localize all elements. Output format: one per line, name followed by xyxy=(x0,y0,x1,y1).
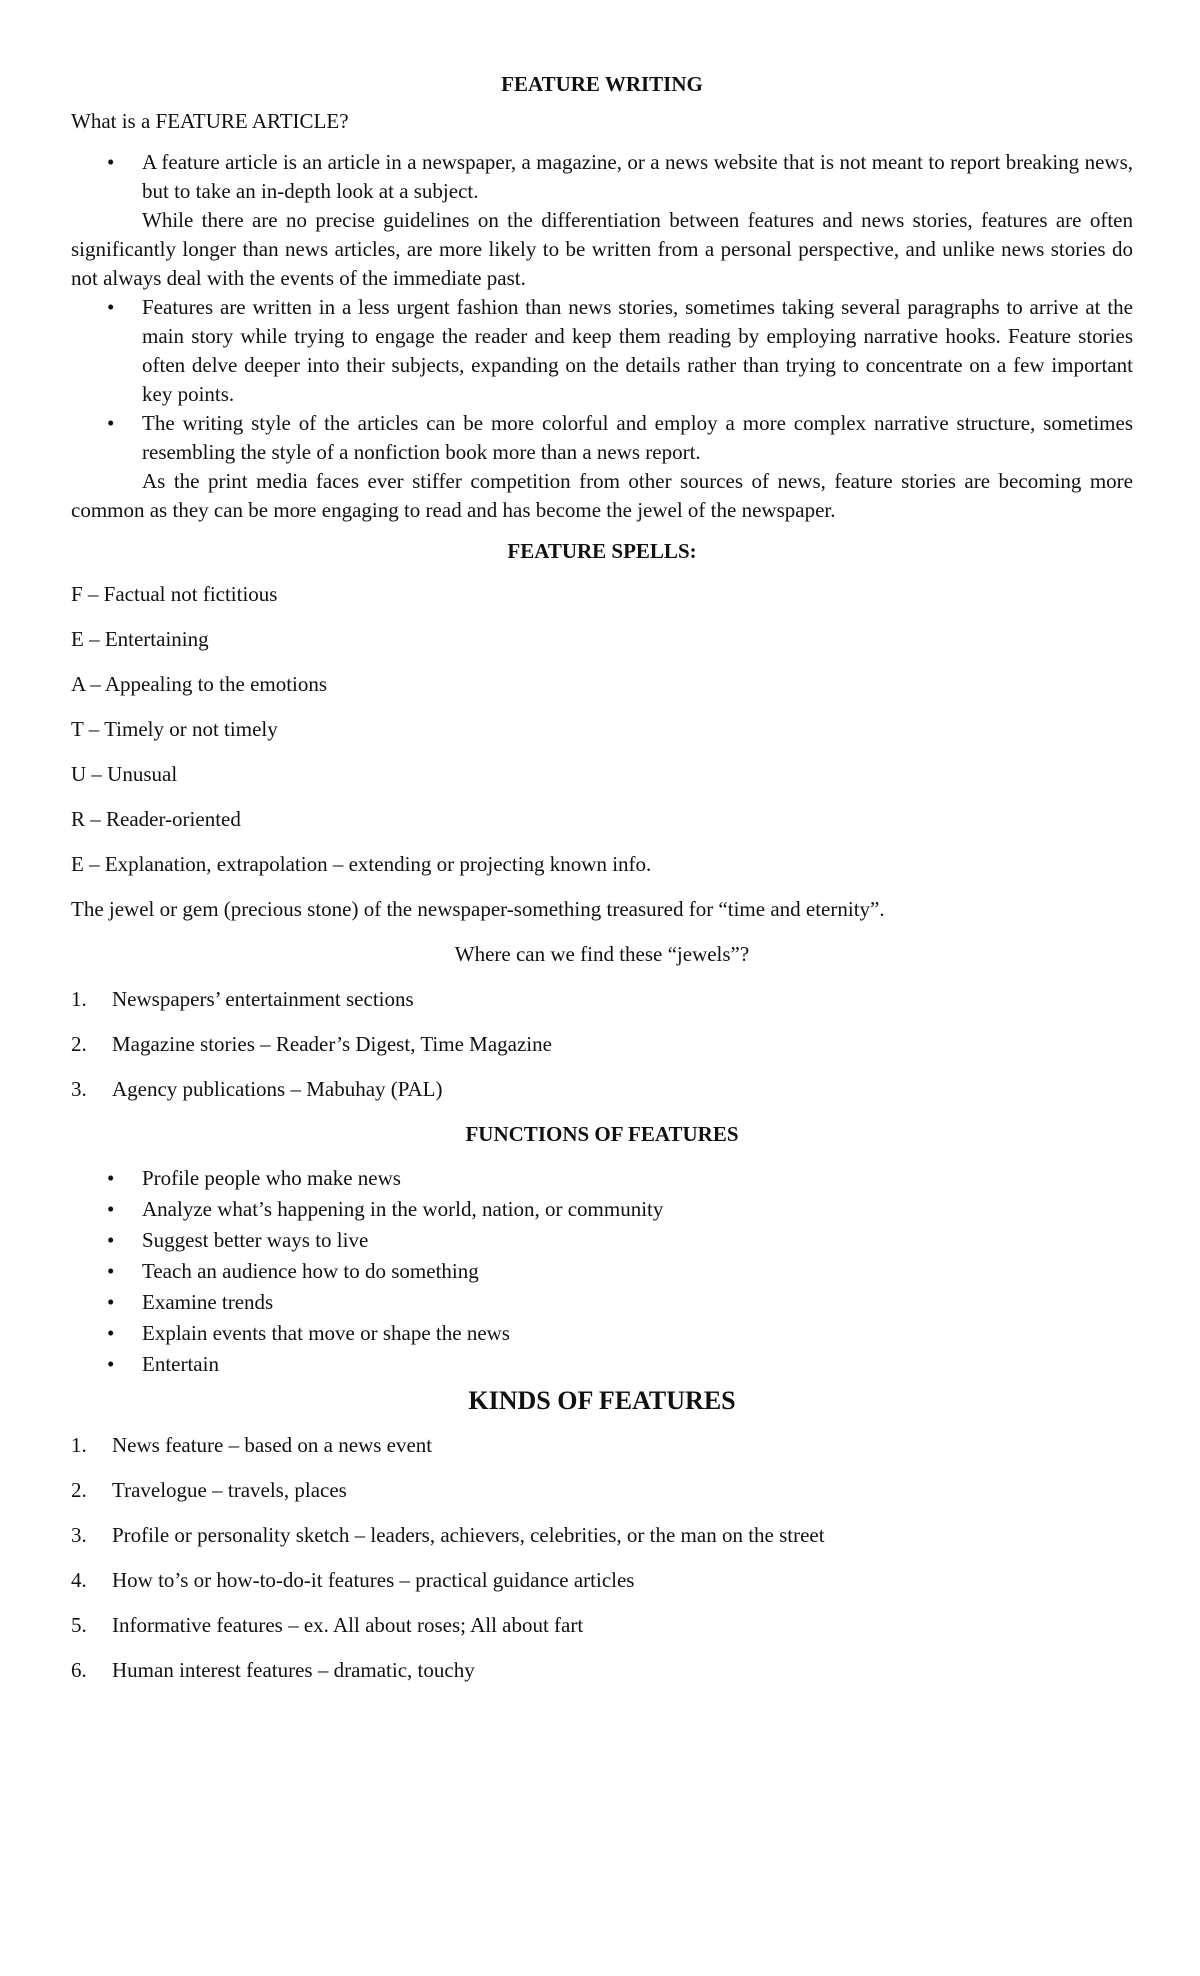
function-item: • Examine trends xyxy=(71,1287,1133,1318)
spell-item: F – Factual not fictitious xyxy=(71,582,278,606)
list-item xyxy=(71,1075,1133,1104)
kinds-list xyxy=(71,1431,1133,1685)
intro-bullet-list xyxy=(71,148,1133,206)
function-item: • Teach an audience how to do something xyxy=(71,1256,1133,1287)
function-item: • Profile people who make news xyxy=(71,1163,1133,1194)
spell-item: E – Entertaining xyxy=(71,627,209,651)
function-item: • Entertain xyxy=(71,1349,1133,1380)
intro-question: What is a FEATURE ARTICLE? xyxy=(71,109,349,133)
spell-item: T – Timely or not timely xyxy=(71,717,278,741)
list-text: Newspapers’ entertainment sections xyxy=(112,987,414,1011)
spells-heading: FEATURE SPELLS: xyxy=(507,539,697,563)
list-text: How to’s or how-to-do-it features – practical guidance articles xyxy=(112,1568,635,1592)
paragraph-differentiation: While there are no precise guidelines on the differentiation between features and news stories, features are often significantly longer than news articles, are more likely to be written from a personal perspective, and unlike news stories do not always deal with the events of the immediate past. xyxy=(71,208,1133,290)
where-line: Where can we find these “jewels”? xyxy=(454,942,750,966)
list-text: Agency publications – Mabuhay (PAL) xyxy=(112,1077,443,1101)
list-number: 2. xyxy=(71,1478,87,1502)
spell-item: R – Reader-oriented xyxy=(71,807,241,831)
feature-style-bullet-list xyxy=(71,293,1133,467)
list-item xyxy=(71,985,1133,1014)
list-item xyxy=(71,1521,1133,1550)
list-item xyxy=(71,1476,1133,1505)
list-number: 1. xyxy=(71,987,87,1011)
spell-item: A – Appealing to the emotions xyxy=(71,672,328,696)
document-title: FEATURE WRITING xyxy=(501,72,703,96)
functions-heading: FUNCTIONS OF FEATURES xyxy=(465,1122,739,1146)
list-text: Travelogue – travels, places xyxy=(112,1478,347,1502)
spell-item: E – Explanation, extrapolation – extending or projecting known info. xyxy=(71,852,652,876)
list-text: Informative features – ex. All about roses; All about fart xyxy=(112,1613,584,1637)
list-text: Human interest features – dramatic, touchy xyxy=(112,1658,475,1682)
list-item xyxy=(71,1030,1133,1059)
list-number: 2. xyxy=(71,1032,87,1056)
list-number: 3. xyxy=(71,1077,87,1101)
list-number: 6. xyxy=(71,1658,87,1682)
list-number: 1. xyxy=(71,1433,87,1457)
jewel-line: The jewel or gem (precious stone) of the newspaper-something treasured for “time and eternity”. xyxy=(71,897,885,921)
list-text: News feature – based on a news event xyxy=(112,1433,433,1457)
paragraph-print-media: As the print media faces ever stiffer competition from other sources of news, feature stories are becoming more common as they can be more engaging to read and has become the jewel of the newspaper. xyxy=(71,469,1133,522)
list-number: 5. xyxy=(71,1613,87,1637)
spell-item: U – Unusual xyxy=(71,762,178,786)
functions-list xyxy=(71,1163,1133,1380)
document-page xyxy=(71,70,1133,1701)
list-number: 3. xyxy=(71,1523,87,1547)
list-item xyxy=(71,1611,1133,1640)
function-item: • Suggest better ways to live xyxy=(71,1225,1133,1256)
list-text: Profile or personality sketch – leaders, achievers, celebrities, or the man on the street xyxy=(112,1523,825,1547)
function-item: • Analyze what’s happening in the world, nation, or community xyxy=(71,1194,1133,1225)
kinds-heading: KINDS OF FEATURES xyxy=(468,1386,736,1415)
bullet-item: • Features are written in a less urgent fashion than news stories, sometimes taking several paragraphs to arrive at the main story while trying to engage the reader and keep them reading by employing narrative hooks. Feature stories often delve deeper into their subjects, expanding on the details rather than trying to concentrate on a few important key points. xyxy=(71,293,1133,409)
list-item xyxy=(71,1566,1133,1595)
function-item: • Explain events that move or shape the news xyxy=(71,1318,1133,1349)
list-item xyxy=(71,1656,1133,1685)
bullet-item: • A feature article is an article in a newspaper, a magazine, or a news website that is not meant to report breaking news, but to take an in-depth look at a subject. xyxy=(71,148,1133,206)
bullet-item: • The writing style of the articles can be more colorful and employ a more complex narrative structure, sometimes resembling the style of a nonfiction book more than a news report. xyxy=(71,409,1133,467)
jewels-list xyxy=(71,985,1133,1104)
list-item xyxy=(71,1431,1133,1460)
spells-list xyxy=(71,580,1133,879)
list-text: Magazine stories – Reader’s Digest, Time Magazine xyxy=(112,1032,552,1056)
list-number: 4. xyxy=(71,1568,87,1592)
